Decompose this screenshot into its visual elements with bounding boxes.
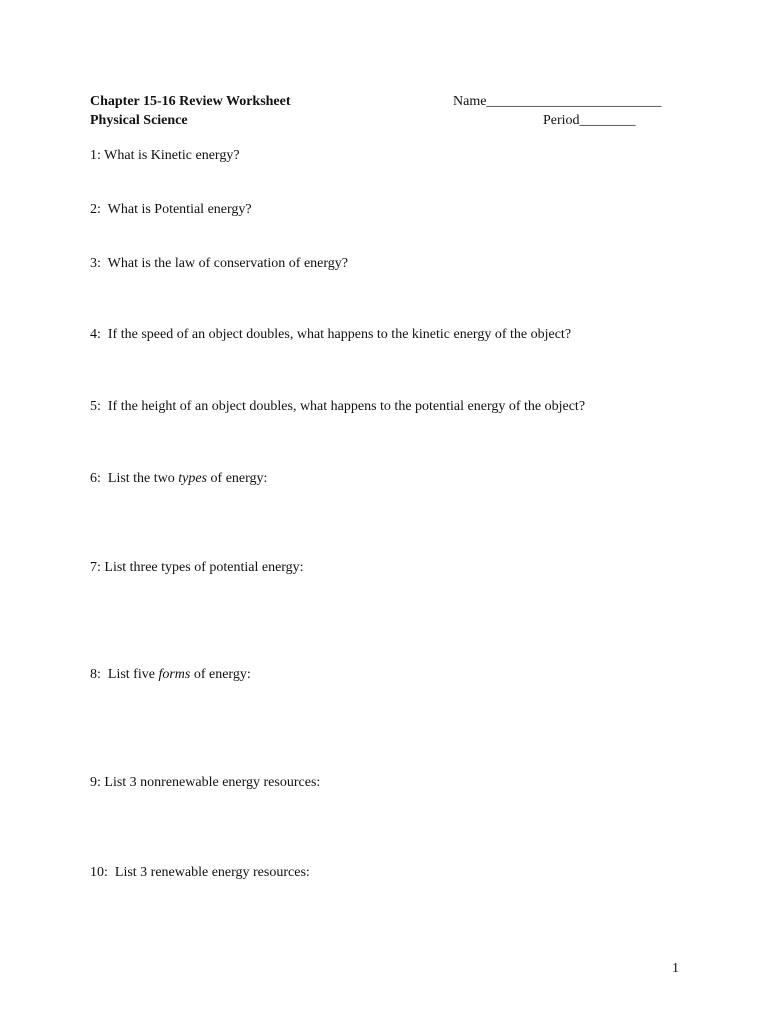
question-1: 1: What is Kinetic energy? [90,148,240,163]
emphasis-types: types [178,471,208,486]
question-10: 10: List 3 renewable energy resources: [90,865,310,880]
question-9: 9: List 3 nonrenewable energy resources: [90,775,321,790]
question-3: 3: What is the law of conservation of energy? [90,256,349,271]
worksheet-title: Chapter 15-16 Review Worksheet [90,94,291,109]
question-2: 2: What is Potential energy? [90,202,252,217]
question-7: 7: List three types of potential energy: [90,560,304,575]
emphasis-forms: forms [158,667,191,682]
name-field: Name_________________________ [453,94,662,109]
question-4: 4: If the speed of an object doubles, what happens to the kinetic energy of the object? [90,327,572,342]
question-6: 6: List the two types of energy: [90,471,268,486]
page-number: 1 [672,961,679,976]
question-8: 8: List five forms of energy: [90,667,251,682]
subject-title: Physical Science [90,113,188,128]
period-field: Period________ [543,113,636,128]
question-5: 5: If the height of an object doubles, what happens to the potential energy of the object? [90,399,586,414]
